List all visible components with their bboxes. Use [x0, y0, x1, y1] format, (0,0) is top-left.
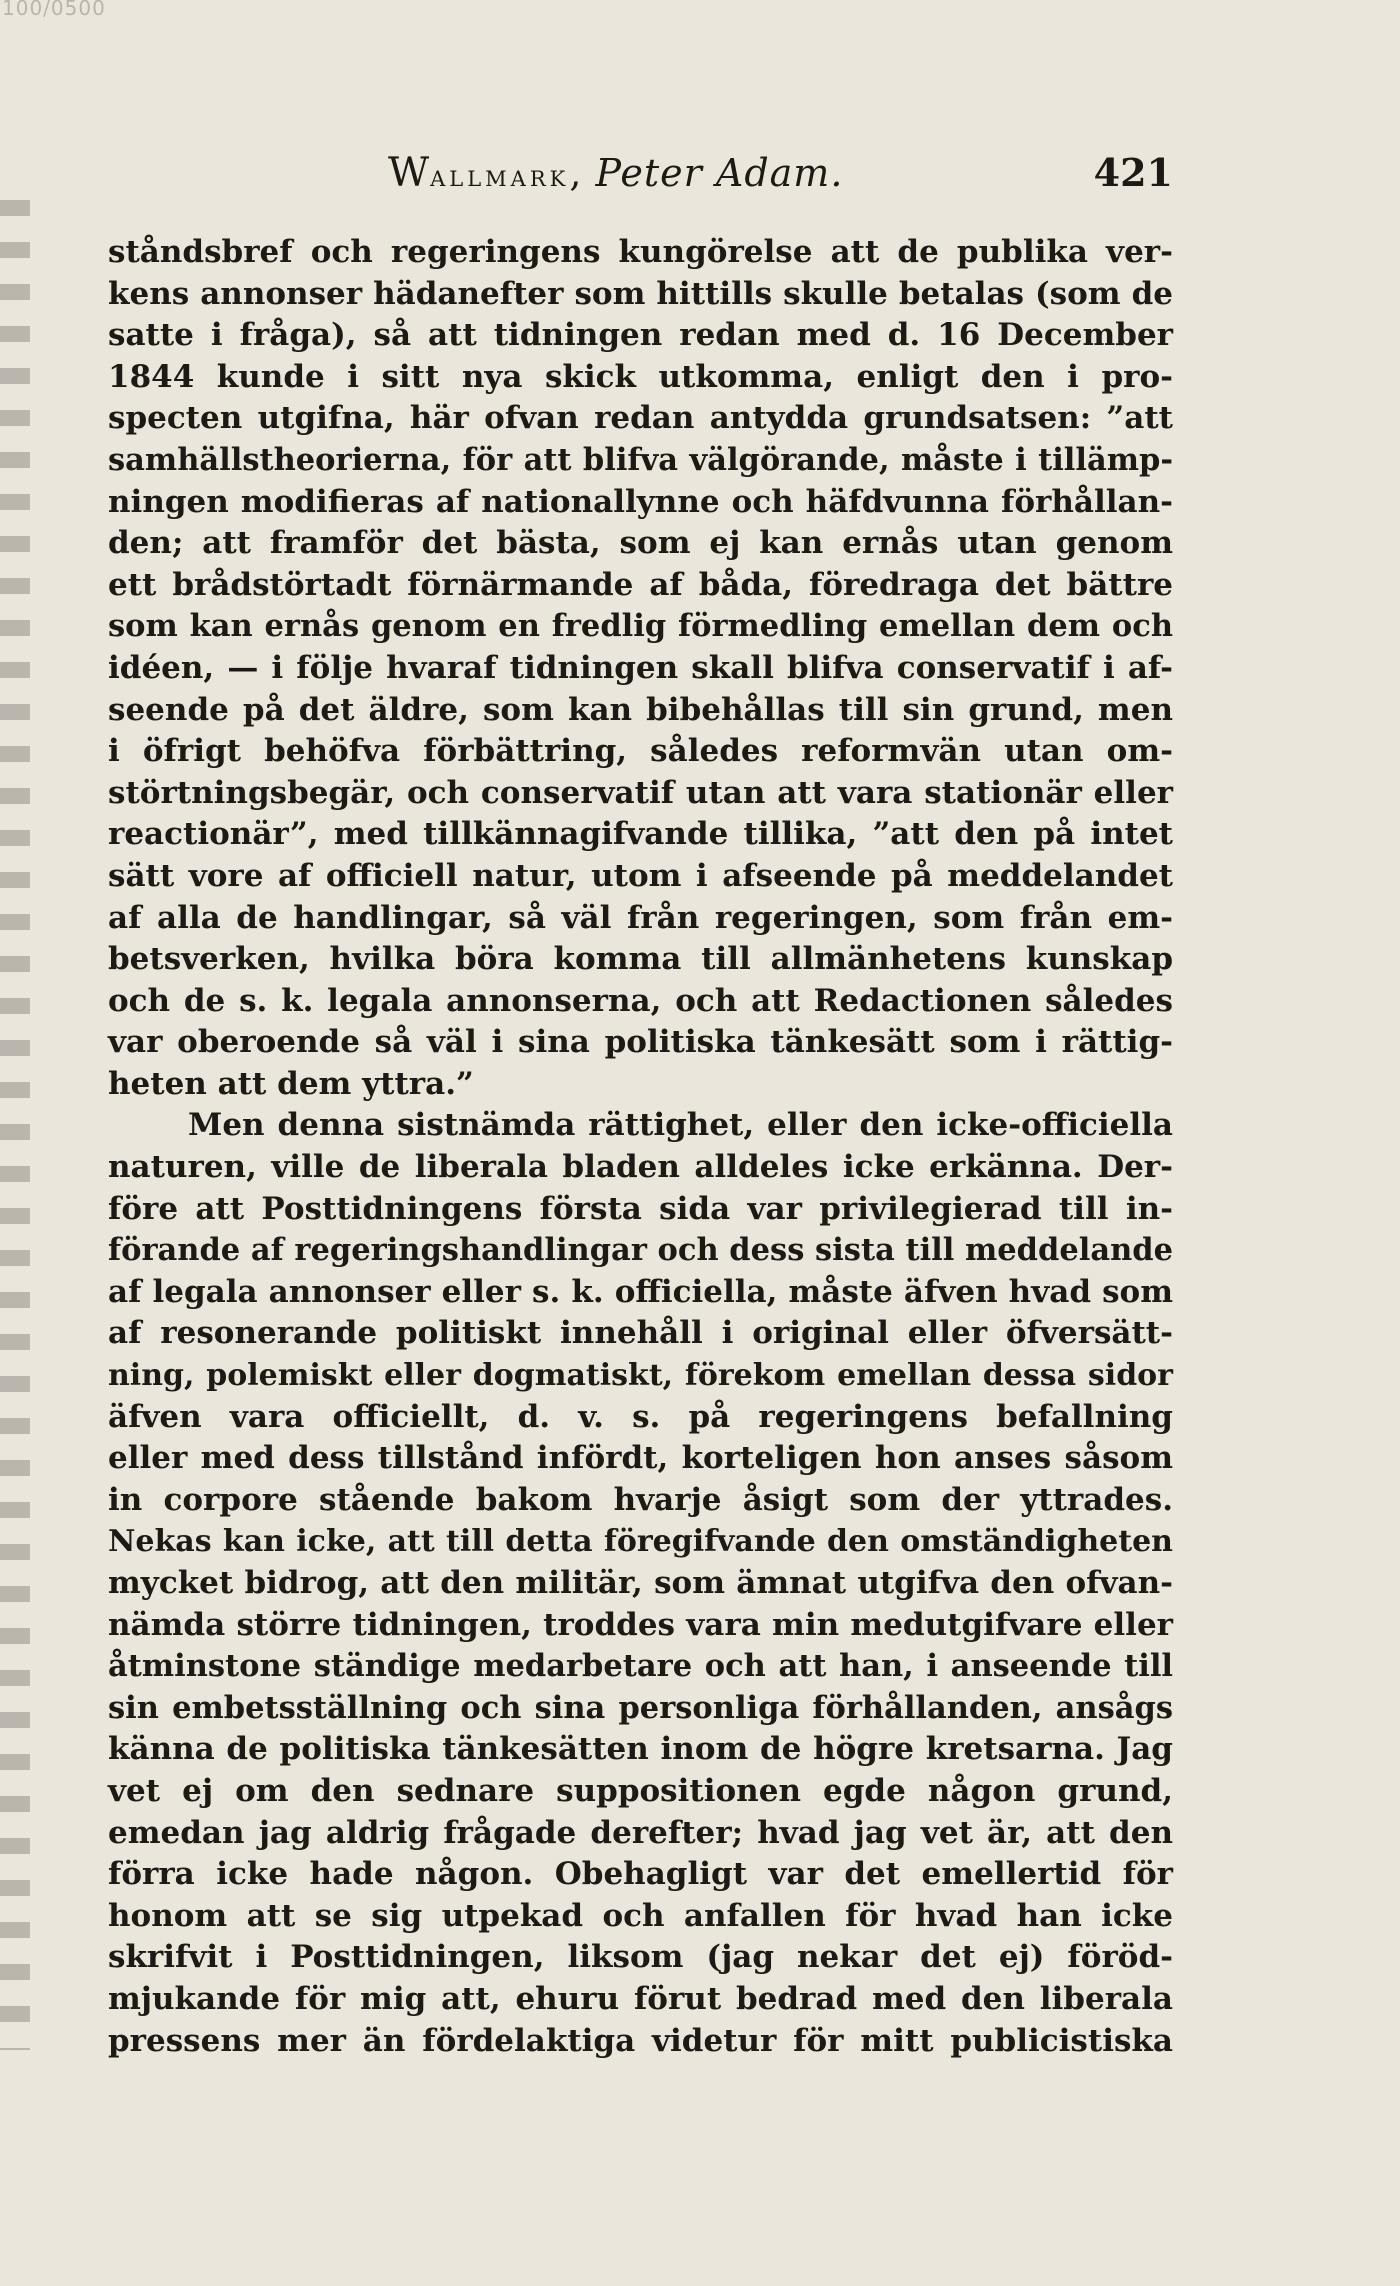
text-line: mycket bidrog, att den militär, som ämnat utgifva den ofvan- [108, 1565, 1173, 1601]
body-text [108, 232, 1173, 2062]
text-line: satte i fråga), så att tidningen redan med d. 16 December [108, 317, 1173, 354]
text-line: seende på det äldre, som kan bibehållas till sin grund, men [108, 691, 1173, 728]
text-line: förande af regeringshandlingar och dess sista till meddelande [108, 1232, 1173, 1269]
text-line: Men denna sistnämda rättighet, eller den icke-officiella [188, 1107, 1173, 1144]
text-line: ningen modifieras af nationallynne och häfdvunna förhållan- [108, 483, 1173, 520]
text-line: heten att dem yttra.” [108, 1065, 474, 1102]
text-line: störtningsbegär, och conservatif utan att vara stationär eller [108, 774, 1173, 811]
text-line: pressens mer än fördelaktiga videtur för mitt publicistiska [108, 2022, 1173, 2059]
text-line: eller med dess tillstånd infördt, korteligen hon anses såsom [108, 1440, 1173, 1477]
text-line: specten utgifna, här ofvan redan antydda grundsatsen: ”att [108, 400, 1173, 437]
text-line: af legala annonser eller s. k. officiella, måste äfven hvad som [108, 1273, 1173, 1310]
text-line: förra icke hade någon. Obehagligt var det emellertid för [108, 1856, 1173, 1893]
text-line: var oberoende så väl i sina politiska tänkesätt som i rättig- [108, 1024, 1173, 1061]
text-line: Nekas kan icke, att till detta föregifvande den omständigheten [108, 1524, 1173, 1560]
text-line: 1844 kunde i sitt nya skick utkomma, enligt den i pro- [108, 358, 1173, 395]
header-author: Wallmark, Peter Adam. [388, 150, 844, 196]
text-line: kens annonser hädanefter som hittills skulle betalas (som de [108, 275, 1173, 312]
text-line: äfven vara officiellt, d. v. s. på regeringens befallning [108, 1398, 1173, 1435]
text-line: reactionär”, med tillkännagifvande tillika, ”att den på intet [108, 816, 1173, 853]
text-line: emedan jag aldrig frågade derefter; hvad jag vet är, att den [108, 1814, 1173, 1851]
text-line: nämda större tidningen, troddes vara min medutgifvare eller [108, 1606, 1173, 1643]
text-line: naturen, ville de liberala bladen alldeles icke erkänna. Der- [108, 1149, 1173, 1186]
text-line: betsverken, hvilka böra komma till allmänhetens kunskap [108, 941, 1173, 978]
text-line: ning, polemiskt eller dogmatiskt, förekom emellan dessa sidor [108, 1358, 1173, 1394]
page-number: 421 [1093, 150, 1173, 195]
text-line: den; att framför det bästa, som ej kan ernås utan genom [108, 525, 1173, 562]
text-line: af resonerande politiskt innehåll i original eller öfversätt- [108, 1315, 1173, 1352]
text-line: före att Posttidningens första sida var privilegierad till in- [108, 1190, 1173, 1227]
text-line: ett brådstörtadt förnärmande af båda, föredraga det bättre [108, 566, 1173, 603]
text-line: och de s. k. legala annonserna, och att Redactionen således [108, 982, 1173, 1019]
binding-margin [0, 200, 30, 2050]
book-page [108, 150, 1173, 2062]
text-line: vet ej om den sednare suppositionen egde någon grund, [108, 1772, 1173, 1809]
text-line: ståndsbref och regeringens kungörelse att de publika ver- [108, 234, 1173, 270]
text-line: honom att se sig utpekad och anfallen för hvad han icke [108, 1897, 1173, 1934]
text-line: som kan ernås genom en fredlig förmedling emellan dem och [108, 608, 1173, 645]
text-line: samhällstheorierna, för att blifva välgörande, måste i tillämp- [108, 441, 1173, 478]
text-line: sin embetsställning och sina personliga förhållanden, ansågs [108, 1689, 1173, 1726]
text-line: in corpore stående bakom hvarje åsigt som der yttrades. [108, 1481, 1173, 1518]
text-line: mjukande för mig att, ehuru förut bedrad med den liberala [108, 1980, 1173, 2017]
text-line: idéen, — i följe hvaraf tidningen skall blifva conservatif i af- [108, 649, 1173, 686]
text-line: åtminstone ständige medarbetare och att han, i anseende till [108, 1648, 1173, 1685]
text-line: af alla de handlingar, så väl från regeringen, som från em- [108, 899, 1173, 936]
text-line: i öfrigt behöfva förbättring, således reformvän utan om- [108, 733, 1173, 770]
text-line: sätt vore af officiell natur, utom i afseende på meddelandet [108, 857, 1173, 894]
text-line: känna de politiska tänkesätten inom de högre kretsarna. Jag [108, 1731, 1173, 1768]
scan-id-label: 100/0500 [2, 0, 106, 20]
running-header [108, 150, 1173, 210]
text-line: skrifvit i Posttidningen, liksom (jag nekar det ej) föröd- [108, 1939, 1173, 1976]
